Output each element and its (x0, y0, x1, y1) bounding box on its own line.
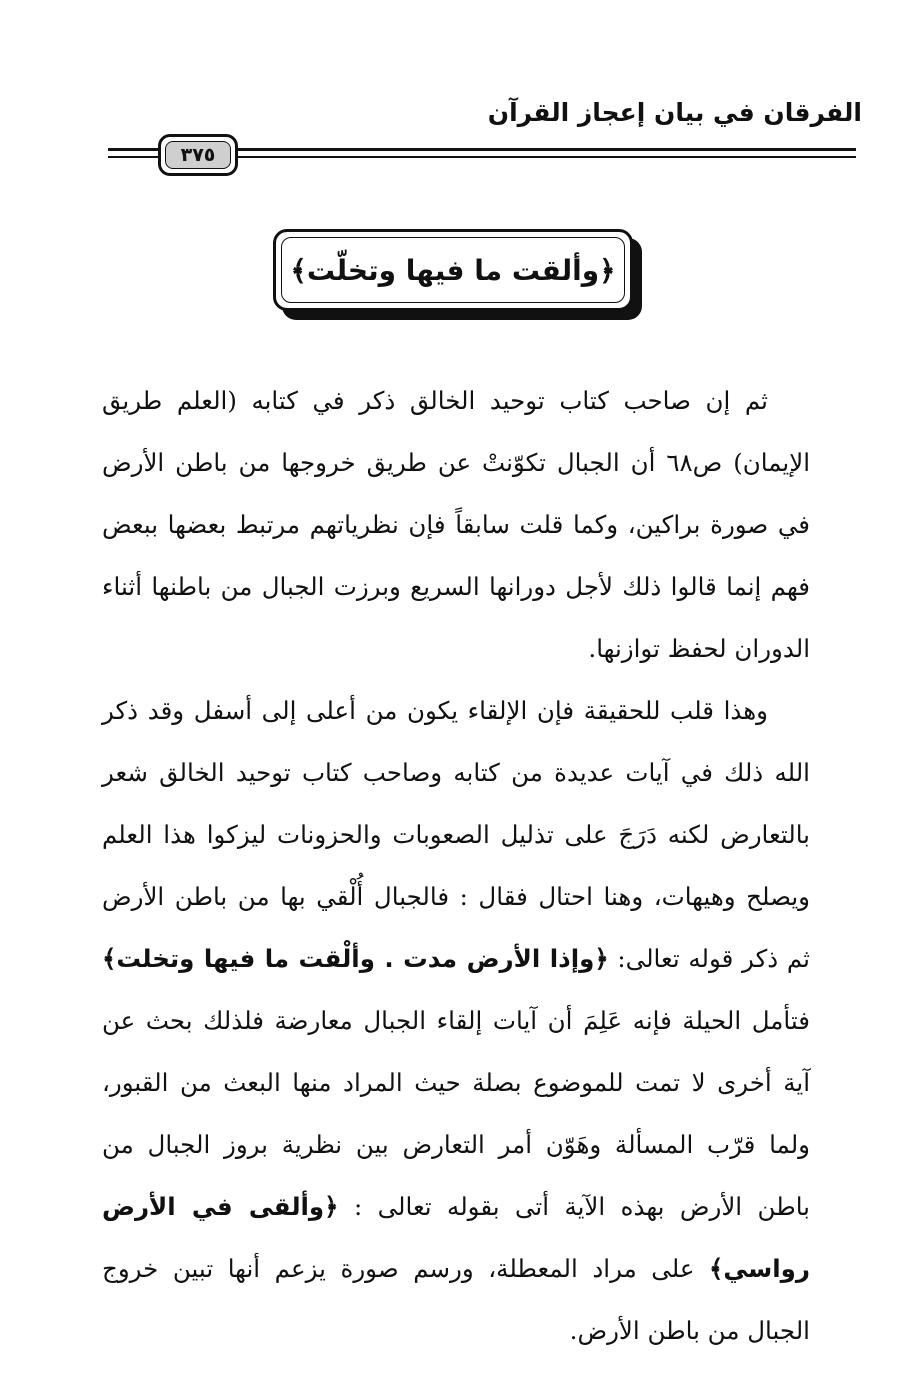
section-title-frame (273, 229, 633, 311)
page-number: ٣٧٥ (165, 141, 231, 169)
paragraph-2 (102, 680, 810, 1362)
paragraph-2-part-1: وهذا قلب للحقيقة فإن الإلقاء يكون من أعلى إلى أسفل وقد ذكر الله ذلك في آيات عديدة من كتابه وصاحب كتاب توحيد الخالق شعر بالتعارض لكنه دَرَجَ على تذليل الصعوبات والحزونات ليزكوا هذا العلم ويصلح وهيهات، وهنا احتال فقال : فالجبال أُلْقي بها من باطن الأرض ثم ذكر قوله تعالى: (102, 696, 810, 973)
paragraph-2-part-3: على مراد المعطلة، ورسم صورة يزعم أنها تبين خروج الجبال من باطن الأرض. (102, 1254, 810, 1345)
quran-verse-1: ﴿وإذا الأرض مدت . وألْقت ما فيها وتخلت﴾ (102, 944, 609, 973)
quran-verse-2: ﴿وألقى في الأرض رواسي﴾ (102, 1192, 810, 1283)
running-header-title: الفرقان في بيان إعجاز القرآن (487, 98, 862, 127)
header-rule (108, 132, 856, 182)
paragraph-2-part-2: فتأمل الحيلة فإنه عَلِمَ أن آيات إلقاء الجبال معارضة فلذلك بحث عن آية أخرى لا تمت للموضوع بصلة حيث المراد منها البعث من القبور، ولما قرّب المسألة وهَوّن أمر التعارض بين نظرية بروز الجبال من باطن الأرض بهذه الآية أتى بقوله تعالى : (102, 1006, 810, 1221)
page-number-badge (158, 134, 238, 176)
section-title: ﴿وألقت ما فيها وتخلّت﴾ (281, 237, 625, 303)
paragraph-1: ثم إن صاحب كتاب توحيد الخالق ذكر في كتابه (العلم طريق الإيمان) ص٦٨ أن الجبال تكوّنتْ عن طريق خروجها من باطن الأرض في صورة براكين، وكما قلت سابقاً فإن نظرياتهم مرتبط بعضها ببعض فهم إنما قالوا ذلك لأجل دورانها السريع وبرزت الجبال من باطنها أثناء الدوران لحفظ توازنها. (102, 386, 811, 663)
body-text (102, 370, 810, 1362)
